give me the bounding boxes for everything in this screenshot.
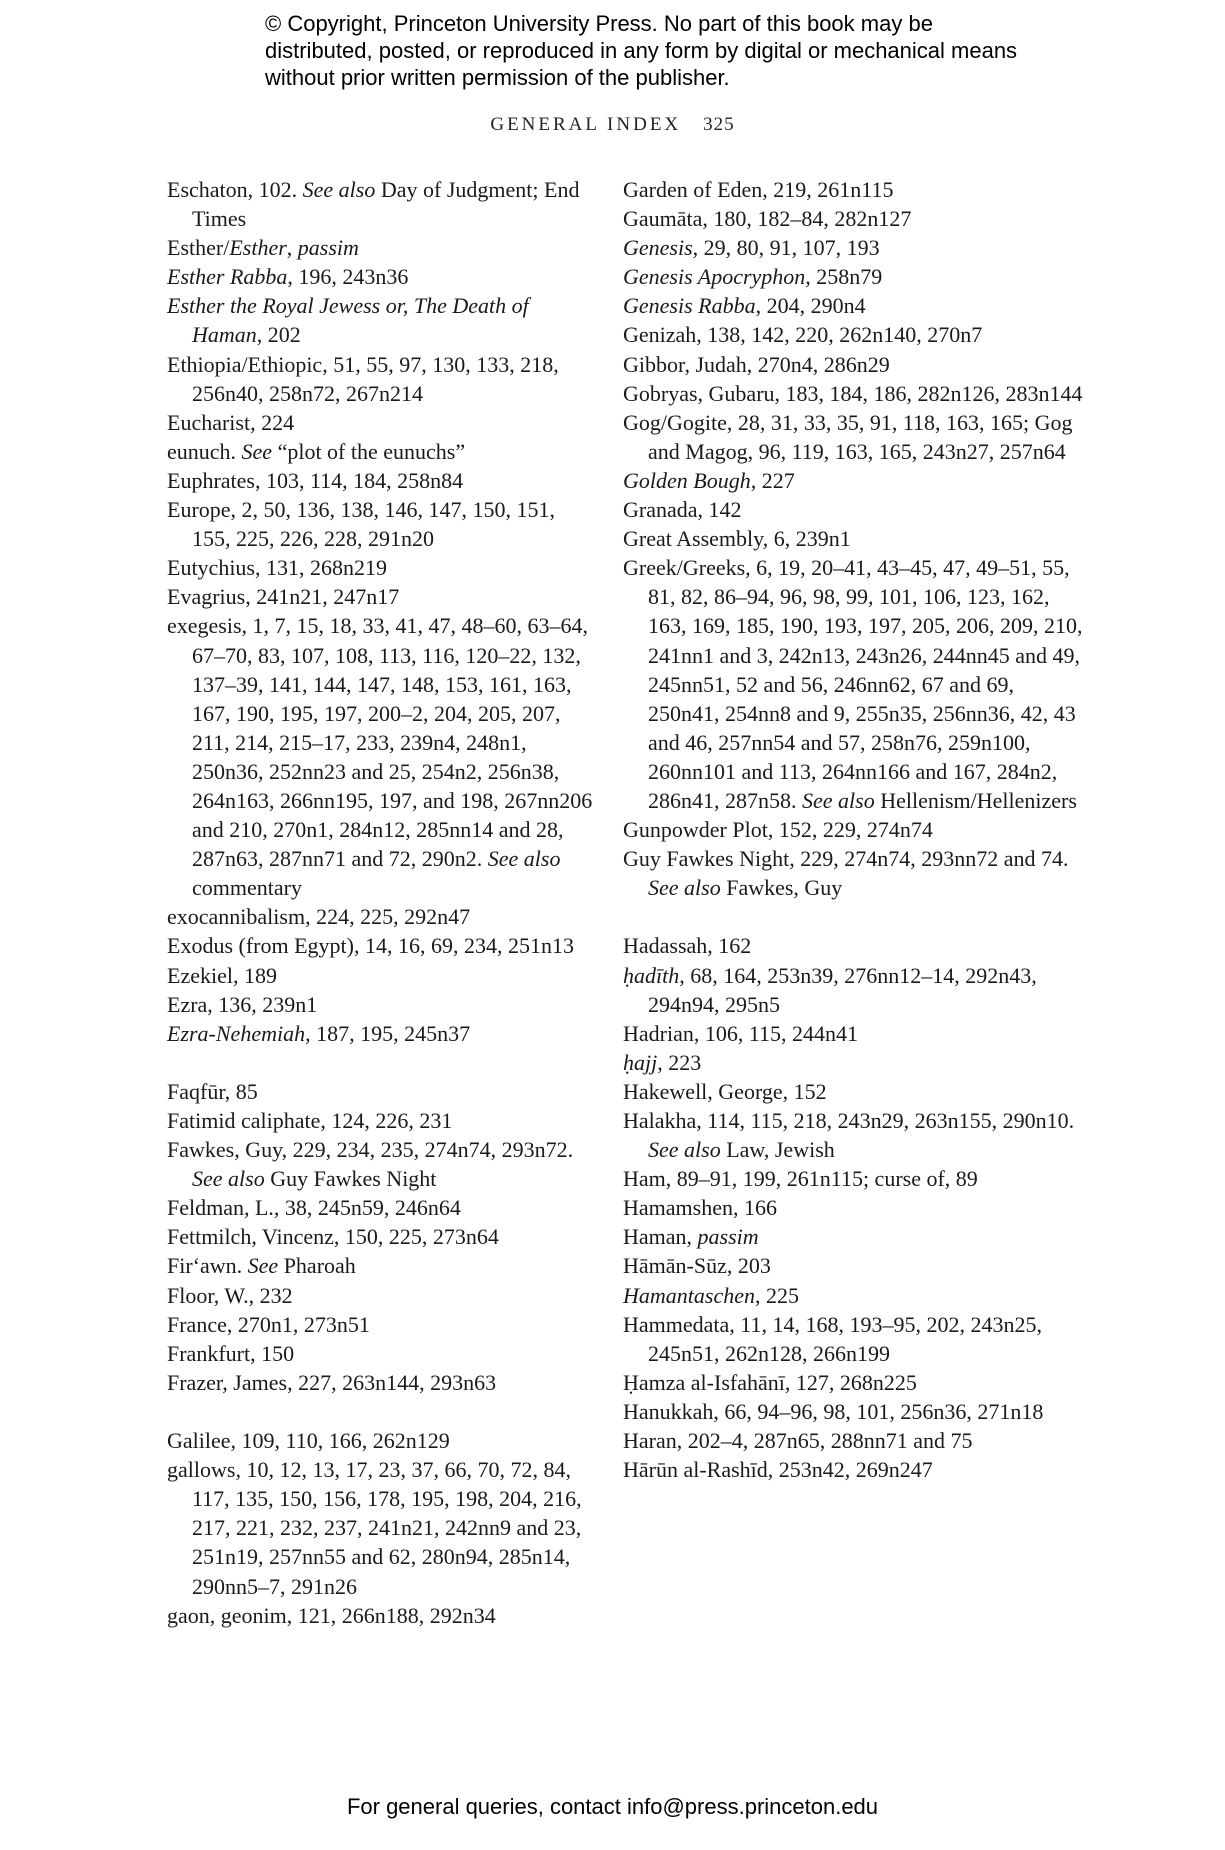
index-entry (623, 466, 1083, 495)
index-entry-text: Ezekiel, 189 (167, 962, 277, 988)
index-entry-text: Hārūn al-Rashīd, 253n42, 269n247 (623, 1457, 933, 1483)
index-entry (167, 582, 597, 611)
index-entry-text: gaon, geonim, 121, 266n188, 292n34 (167, 1602, 496, 1628)
index-entry-italic: See (247, 1253, 279, 1279)
index-entry (167, 175, 597, 233)
index-entry-text: eunuch. (167, 438, 242, 464)
index-entry (167, 350, 597, 408)
index-entry-italic: ḥadīth (623, 962, 680, 988)
index-entry-text: Exodus (from Egypt), 14, 16, 69, 234, 251n13 (167, 933, 574, 959)
index-entry (623, 1019, 1083, 1048)
index-entry (167, 437, 597, 466)
index-entry-text: Frankfurt, 150 (167, 1340, 295, 1366)
index-entry-text: Hamamshen, 166 (623, 1195, 777, 1221)
index-entry-italic: Esther (229, 235, 287, 261)
index-entry-italic: Genesis Apocryphon (623, 264, 806, 290)
index-entry (167, 1077, 597, 1106)
index-entry (623, 1222, 1083, 1251)
index-entry-italic: See also (648, 875, 721, 901)
index-entry (623, 1368, 1083, 1397)
index-entry-text: , 29, 80, 91, 107, 193 (692, 235, 880, 261)
index-entry (167, 495, 597, 553)
index-entry-italic: Genesis (623, 235, 693, 261)
index-entry (623, 1106, 1083, 1164)
index-entry (167, 1601, 597, 1630)
index-entry-text: Haman, (623, 1224, 698, 1250)
index-entry (167, 961, 597, 990)
index-entry-text: Greek/Greeks, 6, 19, 20–41, 43–45, 47, 49–51, 55, 81, 82, 86–94, 96, 98, 99, 101, 106, 123, 162, 163, 169, 185, 190, 193, 197, 205, 206, 209, 210, 241nn1 and 3, 242n13, 243n26, 244nn45 and 49, 245nn51, 52 and 56, 246nn62, 67 and 69, 250n41, 254nn8 and 9, 255n35, 256nn36, 42, 43 and 46, 257nn54 and 57, 258n76, 259n100, 260nn101 and 113, 264nn166 and 167, 284n2, 286n41, 287n58. (623, 555, 1083, 813)
index-entry (623, 320, 1083, 349)
running-head-title: GENERAL INDEX (490, 114, 682, 135)
index-entry-text: Gaumāta, 180, 182–84, 282n127 (623, 206, 912, 232)
index-entry-text: , 223 (657, 1049, 702, 1075)
index-entry (623, 350, 1083, 379)
running-head (0, 114, 1225, 136)
index-entry-text: France, 270n1, 273n51 (167, 1311, 370, 1337)
index-entry-italic: See also (648, 1137, 721, 1163)
index-entry-text: Gibbor, Judah, 270n4, 286n29 (623, 351, 890, 377)
index-entry (623, 495, 1083, 524)
index-entry-italic: Esther the Royal Jewess or, The Death of Haman (167, 293, 529, 348)
index-entry (623, 1426, 1083, 1455)
index-entry-text: Gobryas, Gubaru, 183, 184, 186, 282n126, 283n144 (623, 380, 1083, 406)
index-entry-text: Hāmān-Sūz, 203 (623, 1253, 771, 1279)
copyright-notice: © Copyright, Princeton University Press. No part of this book may be distributed, posted, or reproduced in any form by digital or mechanical means without prior written permission of the publisher. (265, 11, 1018, 90)
index-entry (167, 1281, 597, 1310)
index-entry-text: Fawkes, Guy, 229, 234, 235, 274n74, 293n72. (167, 1137, 574, 1163)
index-entry-italic: Genesis Rabba (623, 293, 756, 319)
section-gap (167, 1397, 597, 1426)
index-entry-text: , 227 (750, 467, 795, 493)
index-entry-text: Floor, W., 232 (167, 1282, 293, 1308)
index-entry (167, 990, 597, 1019)
index-entry (167, 408, 597, 437)
index-entry (167, 931, 597, 960)
index-entry (167, 902, 597, 931)
index-entry-text: Europe, 2, 50, 136, 138, 146, 147, 150, 151, 155, 225, 226, 228, 291n20 (167, 497, 556, 552)
index-entry-italic: ḥajj (623, 1049, 658, 1075)
index-entry (167, 1426, 597, 1455)
index-entry (167, 1106, 597, 1135)
index-entry (623, 291, 1083, 320)
index-entry-text: Genizah, 138, 142, 220, 262n140, 270n7 (623, 322, 983, 348)
index-entry (623, 553, 1083, 815)
index-entry-text: Fettmilch, Vincenz, 150, 225, 273n64 (167, 1224, 499, 1250)
index-entry (167, 291, 597, 349)
section-gap (167, 1048, 597, 1077)
index-entry (167, 1455, 597, 1600)
index-entry (623, 1048, 1083, 1077)
index-entry-text: Frazer, James, 227, 263n144, 293n63 (167, 1369, 497, 1395)
index-entry-italic: passim (297, 235, 359, 261)
index-entry-text: Haran, 202–4, 287n65, 288nn71 and 75 (623, 1428, 973, 1454)
index-entry (623, 1164, 1083, 1193)
index-entry-italic: See also (487, 846, 561, 872)
index-entry (623, 204, 1083, 233)
index-entry-text: , 258n79 (805, 264, 883, 290)
index-entry (167, 553, 597, 582)
index-entry (167, 611, 597, 902)
index-entry (167, 1193, 597, 1222)
index-entry-text: exegesis, 1, 7, 15, 18, 33, 41, 47, 48–60, 63–64, 67–70, 83, 107, 108, 113, 116, 120–22, 132, 137–39, 141, 144, 147, 148, 153, 161, 163, 167, 190, 195, 197, 200–2, 204, 205, 207, 211, 214, 215–17, 233, 239n4, 248n1, 250n36, 252nn23 and 25, 254n2, 256n38, 264n163, 266nn195, 197, and 198, 267nn206 and 210, 270n1, 284n12, 285nn14 and 28, 287n63, 287nn71 and 72, 290n2. (167, 613, 593, 872)
index-entry-text: , (286, 235, 298, 261)
index-entry (623, 524, 1083, 553)
index-entry (167, 1251, 597, 1280)
index-entry-italic: See (241, 438, 273, 464)
index-entry-text: Evagrius, 241n21, 247n17 (167, 584, 400, 610)
index-entry-italic: See also (802, 787, 875, 813)
index-entry-text: Guy Fawkes Night, 229, 274n74, 293nn72 and 74. (623, 846, 1069, 872)
index-entry-text: , 187, 195, 245n37 (305, 1020, 471, 1046)
index-entry-text: Pharoah (278, 1253, 356, 1279)
index-entry-text: Ethiopia/Ethiopic, 51, 55, 97, 130, 133, 218, 256n40, 258n72, 267n214 (167, 351, 559, 406)
index-entry-text: Granada, 142 (623, 497, 742, 523)
index-entry-italic: Golden Bough (623, 467, 751, 493)
index-entry (623, 844, 1083, 902)
index-entry (623, 931, 1083, 960)
index-entry-text: Garden of Eden, 219, 261n115 (623, 177, 894, 202)
index-entry (167, 1222, 597, 1251)
index-entry (167, 1135, 597, 1193)
index-entry-text: , 196, 243n36 (287, 264, 409, 290)
index-entry-text: , 225 (754, 1282, 799, 1308)
index-entry-text: Ezra, 136, 239n1 (167, 991, 318, 1017)
footer-contact: For general queries, contact info@press.princeton.edu (346, 1794, 879, 1819)
index-entry-text: Day of Judgment; End Times (192, 177, 580, 232)
index-entry (167, 466, 597, 495)
index-entry-text: Gog/Gogite, 28, 31, 33, 35, 91, 118, 163, 165; Gog and Magog, 96, 119, 163, 165, 243n27, 257n64 (623, 409, 1073, 464)
index-column-right (623, 175, 1083, 1484)
index-entry-text: Hadrian, 106, 115, 244n41 (623, 1020, 859, 1046)
index-entry (167, 1019, 597, 1048)
index-entry-text: Euphrates, 103, 114, 184, 258n84 (167, 467, 464, 493)
index-entry (623, 233, 1083, 262)
index-entry (623, 1310, 1083, 1368)
index-entry (623, 1397, 1083, 1426)
index-entry-text: Eutychius, 131, 268n219 (167, 555, 387, 581)
index-entry-italic: See also (302, 177, 376, 202)
index-entry (623, 175, 1083, 204)
index-entry-text: commentary (192, 875, 302, 901)
index-entry-text: gallows, 10, 12, 13, 17, 23, 37, 66, 70, 72, 84, 117, 135, 150, 156, 178, 195, 198, 204, 216, 217, 221, 232, 237, 241n21, 242nn9 and 23, 251n19, 257nn55 and 62, 280n94, 285n14, 290nn5–7, 291n26 (167, 1457, 582, 1599)
index-entry-text: “plot of the eunuchs” (272, 438, 466, 464)
index-entry-text: Guy Fawkes Night (264, 1166, 437, 1192)
index-entry (167, 233, 597, 262)
index-entry-text: , 202 (256, 322, 301, 348)
index-entry-text: Eschaton, 102. (167, 177, 303, 202)
index-entry-italic: Hamantaschen (623, 1282, 755, 1308)
index-column-left (167, 175, 597, 1630)
index-entry-text: , 68, 164, 253n39, 276nn12–14, 292n43, 294n94, 295n5 (648, 962, 1037, 1017)
index-entry-text: Hadassah, 162 (623, 933, 752, 959)
index-entry-text: Galilee, 109, 110, 166, 262n129 (167, 1428, 450, 1454)
index-entry (623, 1193, 1083, 1222)
index-entry (167, 262, 597, 291)
index-entry-text: Law, Jewish (720, 1137, 835, 1163)
index-entry-italic: See also (192, 1166, 265, 1192)
index-entry-text: Ḥamza al-Isfahānī, 127, 268n225 (623, 1369, 917, 1395)
index-entry (623, 379, 1083, 408)
index-entry (623, 815, 1083, 844)
index-entry-text: Ham, 89–91, 199, 261n115; curse of, 89 (623, 1166, 978, 1192)
index-entry (623, 1077, 1083, 1106)
index-entry-text: exocannibalism, 224, 225, 292n47 (167, 904, 471, 930)
index-entry-text: Fir‘awn. (167, 1253, 248, 1279)
index-entry-text: Fatimid caliphate, 124, 226, 231 (167, 1108, 453, 1133)
index-entry-text: , 204, 290n4 (755, 293, 866, 319)
index-entry-text: Esther/ (167, 235, 230, 261)
index-entry-italic: passim (697, 1224, 759, 1250)
index-entry-text: Eucharist, 224 (167, 409, 295, 435)
index-entry (623, 262, 1083, 291)
index-entry (167, 1339, 597, 1368)
index-entry (623, 1281, 1083, 1310)
index-entry-text: Great Assembly, 6, 239n1 (623, 526, 851, 552)
index-entry-italic: Esther Rabba (167, 264, 288, 290)
index-entry-text: Feldman, L., 38, 245n59, 246n64 (167, 1195, 461, 1221)
section-gap (623, 902, 1083, 931)
index-entry (623, 961, 1083, 1019)
index-entry-italic: Ezra-Nehemiah (167, 1020, 306, 1046)
index-entry-text: Hanukkah, 66, 94–96, 98, 101, 256n36, 271n18 (623, 1398, 1044, 1424)
index-entry-text: Hellenism/Hellenizers (874, 787, 1077, 813)
index-entry-text: Hammedata, 11, 14, 168, 193–95, 202, 243n25, 245n51, 262n128, 266n199 (623, 1311, 1042, 1366)
index-entry-text: Gunpowder Plot, 152, 229, 274n74 (623, 817, 933, 843)
index-entry-text: Halakha, 114, 115, 218, 243n29, 263n155, 290n10. (623, 1108, 1075, 1133)
index-entry (623, 408, 1083, 466)
index-entry (623, 1251, 1083, 1280)
index-entry (623, 1455, 1083, 1484)
index-entry (167, 1368, 597, 1397)
index-entry (167, 1310, 597, 1339)
page-number: 325 (703, 114, 735, 135)
index-entry-text: Fawkes, Guy (720, 875, 843, 901)
index-entry-text: Faqfūr, 85 (167, 1078, 258, 1104)
index-entry-text: Hakewell, George, 152 (623, 1078, 827, 1104)
